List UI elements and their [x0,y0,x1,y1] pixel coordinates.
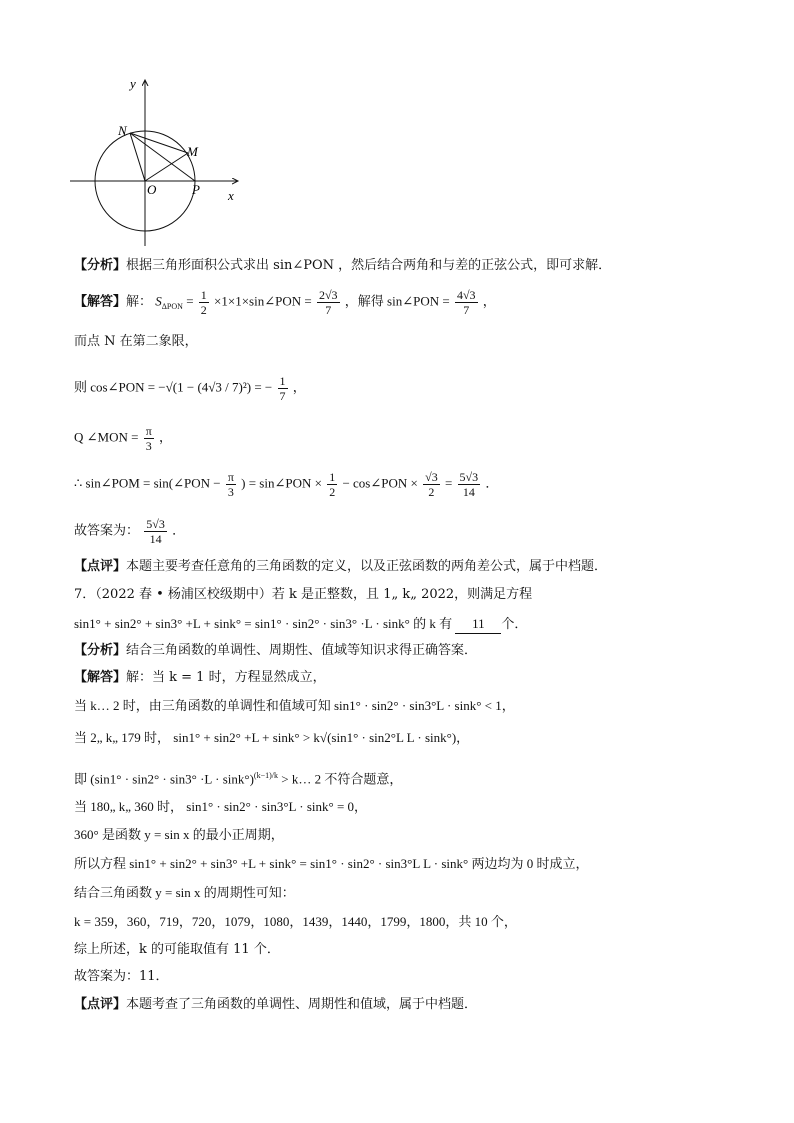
fraction-root3-2 [423,470,440,499]
frac-den: 2 [428,485,435,499]
combine-line: 结合三角函数 y = sin x 的周期性可知： [74,885,295,900]
both-zero-line: 所以方程 sin1° + sin2° + sin3° +L + sink° = sin1° · sin2° · sin3°L L · sink° 两边均为 0 时成立， [74,856,589,871]
solution-line-1 [74,288,496,317]
cos-line [74,374,306,403]
q7-answer-blank: 11 [455,615,501,634]
segment-nm [130,133,188,153]
comment-text-2: 本题考查了三角函数的单调性、周期性和值域，属于中档题． [126,997,478,1012]
frac-den: 14 [149,532,162,546]
frac-num: 1 [200,288,207,302]
inequality-line [74,767,402,788]
q7-equation-line [74,615,527,634]
solution-tag-2: 【解答】 [74,670,127,685]
area-subscript: ΔPON [161,302,183,312]
solution-text-2: 解：当 k = 1 时，方程显然成立， [126,670,326,685]
ineq-post: > k… 2 不符合题意， [277,771,403,787]
frac-num: 1 [279,374,286,388]
area-symbol: S [155,293,162,309]
frac-den: 2 [200,303,207,317]
comment-line-2 [74,996,477,1014]
cos-sqrt: √(1 − (4√3 / 7)²) [165,379,252,395]
q7-line: 7．（2022 春 • 杨浦区校级期中）若 k 是正整数，且 1„ k„ 2022，则满足方程 [74,587,533,602]
k-values-line: k = 359，360，719，720，1079，1080，1439，1440，1799，1800，共 10 个， [74,914,517,929]
frac-den: 3 [145,439,152,453]
comment-line-1 [74,558,607,576]
comma: ， [159,429,173,445]
frac-den: 3 [227,485,234,499]
frac-num: 2√3 [318,288,338,302]
period: ． [485,475,499,491]
segment-om [145,153,188,181]
k360-line: 当 180„ k„ 360 时， sin1° · sin2° · sin3°L · sink° = 0， [74,799,368,814]
ineq-exponent: (k−1)/k [253,771,278,780]
fraction-half-2 [327,470,337,499]
pom-mid1: ) = sin∠PON × [241,475,326,491]
comment-tag: 【点评】 [74,559,127,574]
segment-on [130,133,145,181]
answer-line-2: 故答案为：11． [74,969,169,984]
fraction-area [317,288,340,317]
quadrant-line: 而点 N 在第二象限， [74,334,198,349]
frac-num: π [145,424,152,438]
solution-tag: 【解答】 [74,293,127,309]
analysis-line-2 [74,642,477,660]
fraction-mon [144,424,154,453]
answer-prefix: 故答案为： [74,522,140,538]
solution-line-2 [74,669,326,687]
comment-tag-2: 【点评】 [74,997,127,1012]
fraction-sin [455,288,478,317]
pom-prefix: ∴ sin∠POM = sin(∠PON − [74,475,224,491]
frac-num: 5√3 [459,470,479,484]
comment-text: 本题主要考查任意角的三角函数的定义，以及正弦函数的两角差公式，属于中档题． [126,559,608,574]
q7-end: 个． [501,616,528,631]
analysis-line-1 [74,257,611,275]
ineq-base: 即 (sin1° · sin2° · sin3° ·L · sink°) [74,771,254,787]
analysis-tag: 【分析】 [74,258,127,273]
frac-num: π [227,470,234,484]
comma: ， [482,293,496,309]
eq-sign: = [182,293,197,309]
k179-line: 当 2„ k„ 179 时， sin1° + sin2° +L + sink° > k√(sin1° · sin2°L L · sink°)， [74,730,470,745]
frac-den: 7 [463,303,470,317]
pom-line [74,470,498,499]
analysis-text-2: 结合三角函数的单调性、周期性、值域等知识求得正确答案． [126,643,478,658]
pom-mid2: − cos∠PON × [342,475,422,491]
answer-line-1 [74,517,185,546]
mon-prefix: Q ∠MON = [74,429,142,445]
fraction-half [199,288,209,317]
label-x: x [228,188,234,203]
frac-den: 2 [329,485,336,499]
label-o: O [147,182,157,197]
fraction-pi3 [226,470,236,499]
fraction-result [458,470,481,499]
cos-prefix: 则 cos∠PON = − [74,379,166,395]
label-p: P [192,182,200,197]
frac-num: √3 [425,470,438,484]
mon-line [74,424,172,453]
label-m: M [187,144,198,159]
fraction-answer [144,517,167,546]
frac-den: 7 [325,303,332,317]
period-line: 360° 是函数 y = sin x 的最小正周期， [74,827,284,842]
k2-line: 当 k… 2 时，由三角函数的单调性和值域可知 sin1° · sin2° · sin3°L · sink° < 1， [74,698,515,713]
solve-text: ，解得 sin∠PON = [344,293,453,309]
period: ． [172,522,186,538]
analysis-text: 根据三角形面积公式求出 sin∠PON ，然后结合两角和与差的正弦公式，即可求解． [126,258,612,273]
frac-num: 1 [329,470,336,484]
q7-equation: sin1° + sin2° + sin3° +L + sink° = sin1° · sin2° · sin3° ·L · sink° 的 k 有 [74,616,453,631]
fraction-cos [278,374,288,403]
comma: ， [292,379,306,395]
solution-prefix: 解： [126,293,153,309]
label-y: y [130,76,136,91]
segment-np [130,133,195,181]
summary-line: 综上所述，k 的可能取值有 11 个． [74,942,280,957]
frac-den: 14 [462,485,475,499]
frac-den: 7 [279,389,286,403]
pom-mid3: = [444,475,456,491]
unit-circle-figure [60,68,260,248]
analysis-tag-2: 【分析】 [74,643,127,658]
frac-num: 4√3 [456,288,476,302]
area-expression: ×1×1×sin∠PON = [214,293,315,309]
label-n: N [118,123,127,138]
frac-num: 5√3 [146,517,165,531]
cos-eq: = − [251,379,273,395]
